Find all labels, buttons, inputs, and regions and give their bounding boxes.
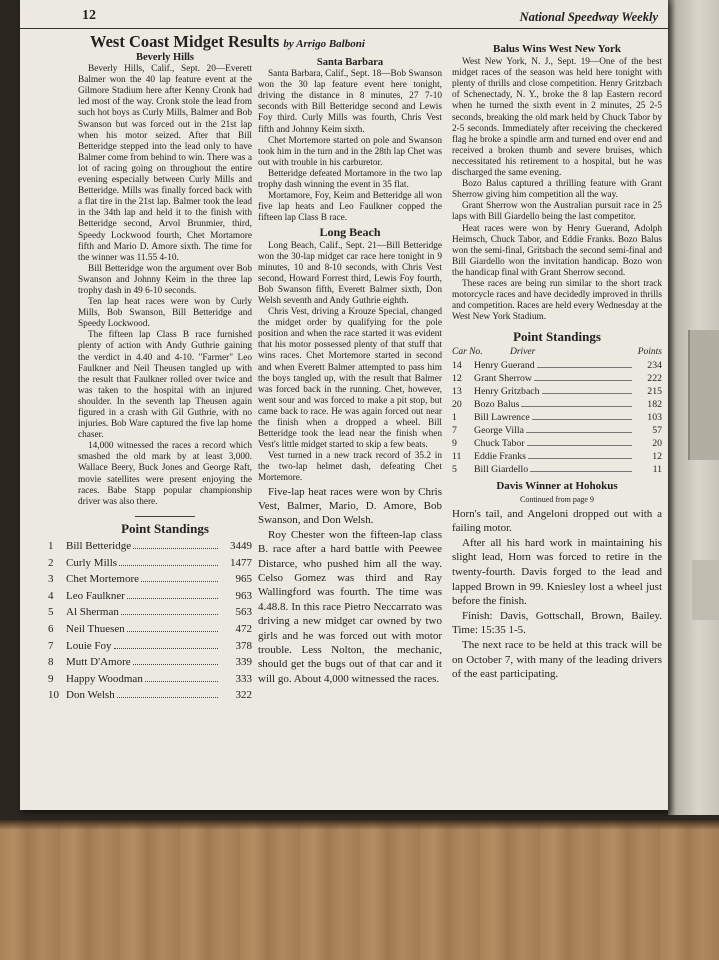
leader-dots <box>127 623 218 632</box>
driver-name: Bozo Balus <box>474 398 520 410</box>
leader-line <box>532 411 632 420</box>
points: 20 <box>652 438 662 450</box>
large-text-block <box>452 507 662 682</box>
subhead-long-beach: Long Beach <box>319 225 381 240</box>
paragraph: 14,000 witnessed the races a record which smashed the old mark by at least 3,000. Wallace Beery, Buck Jones and George Raft, movie satellites were present enjoying the races. Babe Stapp popular championship driver was also there. <box>78 441 252 507</box>
rank: 3 <box>48 573 54 586</box>
driver-name: Grant Sherrow <box>474 372 532 384</box>
leader-line <box>526 424 632 433</box>
table-row <box>48 687 252 704</box>
column-1 <box>48 52 252 704</box>
table-row <box>48 588 252 605</box>
driver-name: Henry Guerand <box>474 359 535 371</box>
table-row <box>452 372 662 385</box>
paragraph: After all his hard work in maintaining his slight lead, Horn was forced to retire in the twenty-fourth. Davis forged to the lead and lapped Brown in 99. Kniesley lost a wheel just before the finish. <box>452 536 662 608</box>
col-points-header: Points <box>637 347 662 358</box>
driver-name: Louie Foy <box>66 639 112 652</box>
leader-line <box>534 372 632 381</box>
points: 322 <box>235 689 252 702</box>
car-number: 20 <box>452 398 462 410</box>
car-number: 9 <box>452 438 457 450</box>
leader-dots <box>133 656 218 665</box>
points: 182 <box>647 398 662 410</box>
leader-dots <box>141 573 218 582</box>
points: 234 <box>647 359 662 371</box>
col-car-header: Car No. <box>452 347 483 358</box>
driver-name: Leo Faulkner <box>66 589 125 602</box>
driver-name: Mutt D'Amore <box>66 656 131 669</box>
magazine-page <box>20 0 668 810</box>
table-row <box>48 621 252 638</box>
rank: 4 <box>48 589 54 602</box>
points: 472 <box>235 622 252 635</box>
points: 563 <box>235 606 252 619</box>
page-header <box>20 6 668 29</box>
paragraph: Heat races were won by Henry Guerand, Adolph Heimsch, Chuck Tabor, and Eddie Franks. Bozo Balus won the semi-final, Gritsbach the second semi-final and Bill Giardello won the invitation handicap. Bozo won the handicap final with Grant Sherrow second. <box>452 223 662 278</box>
point-standings-title: Point Standings <box>121 520 209 536</box>
car-number: 5 <box>452 464 457 476</box>
rank: 8 <box>48 656 54 669</box>
leader-dots <box>119 557 218 566</box>
paragraph: Chet Mortemore started on pole and Swanson took him in the turn and in the 28th lap Chet was out with trouble in his carburetor. <box>258 135 442 168</box>
leader-line <box>537 359 632 368</box>
davis-title: Davis Winner at Hohokus <box>496 480 618 493</box>
table-row <box>452 463 662 476</box>
points: 3449 <box>230 539 252 552</box>
points: 1477 <box>230 556 252 569</box>
points: 103 <box>647 411 662 423</box>
table-row <box>48 638 252 655</box>
byline: by Arrigo Balboni <box>283 38 365 50</box>
points: 12 <box>652 451 662 463</box>
driver-name: George Villa <box>474 425 524 436</box>
points: 963 <box>235 589 252 602</box>
main-title-block <box>90 32 365 52</box>
rank: 6 <box>48 622 54 635</box>
continued-note: Continued from page 9 <box>520 495 594 505</box>
points: 333 <box>235 672 252 685</box>
paragraph: Santa Barbara, Calif., Sept. 18—Bob Swanson won the 30 lap feature event here tonight, driving the distance in 8 minutes, 27 7-10 seconds with Bill Betteridge second and Lewis Foy third. Curly Mills was fourth, Chris Vest fifth and Johnny Keim sixth. <box>258 69 442 135</box>
rank: 9 <box>48 672 54 685</box>
table-row <box>452 424 662 437</box>
page-edge-tab <box>688 330 719 460</box>
car-number: 14 <box>452 359 462 371</box>
paragraph: Long Beach, Calif., Sept. 21—Bill Betteridge won the 30-lap midget car race here tonight in 9 minutes, 10 and 8-10 seconds, with Chris Vest second, Howard Forrest third, Lewis Foy fourth, Bob Swanson fifth, Everett Balmer sixth, Don Welsh seventh and Andy Guthrie eighth. <box>258 240 442 306</box>
leader-line <box>530 463 632 472</box>
column-2 <box>258 57 442 686</box>
paragraph: Roy Chester won the fifteen-lap class B. race after a hard battle with Peewee Distarce, who pushed him all the way. Celso Gomez was third and Ray Wallingford was fourth. The time was 4.48.8. In this race Pietro Neccarrato was driving a new midget car owned by two girls and he was forced out with motor trouble. Less Nolton, the mechanic, should get the bugs out of that car and it will go. About 4,000 witnessed the races. <box>258 528 442 685</box>
driver-name: Al Sherman <box>66 606 119 619</box>
leader-line <box>527 437 632 446</box>
driver-name: Happy Woodman <box>66 672 143 685</box>
car-number: 11 <box>452 451 462 463</box>
paragraph: Mortamore, Foy, Keim and Betteridge all won five lap heats and Leo Faulkner copped the fifteen lap Class B race. <box>258 191 442 224</box>
car-number: 1 <box>452 411 457 423</box>
points: 965 <box>235 573 252 586</box>
paragraph: The fifteen lap Class B race furnished plenty of action with Andy Guthrie gaining the verdict in 4.40 and 4-10. "Farmer" Leo Faulkner and Neil Theusen tangled up with the result that Faulkner rolled over twice and was taken to the hospital with an injured shoulder. In the seventh lap Theusen again figured in a crash with Gil Guthrie, with no injuries. Bob Ware captured the five lap home chaser. <box>78 330 252 441</box>
points: 11 <box>652 464 662 476</box>
subhead-beverly-hills: Beverly Hills <box>135 52 195 63</box>
leader-dots <box>127 590 218 599</box>
paragraph: Horn's tail, and Angeloni dropped out with a failing motor. <box>452 507 662 535</box>
paragraph: West New York, N. J., Sept. 19—One of the best midget races of the season was held here tonight with plenty of thrills and close competition. Henry Gritzbach of Schenectady, N. Y., broke the 8 lap Eastern record when he turned the sixth event in 2 minutes, 25 2-5 seconds, breaking the old mark held by Chuck Tabor by 2-5 seconds. Immediately after receiving the checkered flag he broke a spindle arm and turned end over end and received a broken thumb and severe bruises, which neccessitated his retirement to a hospital, but he was discharged the same evening. <box>452 57 662 179</box>
paragraph: Ten lap heat races were won by Curly Mills, Bob Swanson, Bill Betteridge and Speedy Lockwood. <box>78 297 252 330</box>
rank: 1 <box>48 539 54 552</box>
leader-line <box>542 385 632 394</box>
large-text-block <box>258 485 442 687</box>
car-number: 7 <box>452 425 457 436</box>
table-row <box>48 671 252 688</box>
divider <box>135 516 195 517</box>
car-number: 13 <box>452 385 462 397</box>
paragraph: Vest turned in a new track record of 35.2 in the two-lap helmet dash, defeating Chet Mortemore. <box>258 451 442 484</box>
table-row <box>452 398 662 411</box>
rank: 5 <box>48 606 54 619</box>
table-row <box>452 437 662 450</box>
paragraph: The next race to be held at this track will be on October 7, with many of the leading drivers of the east participating. <box>452 638 662 681</box>
table-header <box>452 346 662 358</box>
leader-line <box>521 398 632 407</box>
table-row <box>48 538 252 555</box>
driver-name: Henry Gritzbach <box>474 385 540 397</box>
driver-name: Curly Mills <box>66 556 118 569</box>
paragraph: Finish: Davis, Gottschall, Brown, Bailey. Time: 15:35 1-5. <box>452 609 662 637</box>
leader-dots <box>121 606 218 615</box>
rank: 2 <box>48 556 54 569</box>
table-row <box>48 654 252 671</box>
points: 378 <box>235 639 252 652</box>
leader-dots <box>133 540 218 549</box>
driver-name: Eddie Franks <box>474 451 526 463</box>
driver-name: Bill Giardello <box>474 464 529 476</box>
paragraph: Five-lap heat races were won by Chris Vest, Balmer, Mario, D. Amore, Bob Swanson, and Don Welsh. <box>258 485 442 527</box>
leader-dots <box>145 673 218 682</box>
column-3 <box>452 44 662 682</box>
table-row <box>452 385 662 398</box>
col-driver-header: Driver <box>510 347 536 358</box>
paragraph: Chris Vest, driving a Krouze Special, changed the midget order by qualifying for the pole position and when the race started it was evident that his motor possessed plenty of that stuff that wins races. Chet Mortemore started in second and when Everett Balmer attempted to pass him the boys tangled up, with the result that Balmer was forced back in the running. Chet, however, went sour and was forced to make a pit stop, but came back to race. He was again forced out near the finish when a dropped a wheel. Bill Betteridge took the lead near the finish when Vest's little midget started to skip a few beats. <box>258 307 442 451</box>
table-body <box>452 359 662 477</box>
point-standings-table <box>48 538 252 704</box>
points: 339 <box>235 656 252 669</box>
points: 215 <box>647 385 662 397</box>
driver-name: Neil Thuesen <box>66 622 125 635</box>
table-row <box>48 571 252 588</box>
paragraph: Beverly Hills, Calif., Sept. 20—Everett Balmer won the 40 lap feature event at the Gilmore Stadium here after Kenny Cronk had led most of the way. Cronk stole the lead from such hot boys as Curly Mills, Balmer and Bob Swanson but was forced out in the 21st lap when his motor seized. After that Bill Betteridge stepped into the lead only to have Balmer come from behind to win. There was a lot of racing going on throughout the entire evening especially between Curly Mills and Betteridge. Mills was finally forced back with a flat tire in the 21st lap. Balmer took the lead in the 34th lap and held it to the finish with Betteridge second, Arvol Brunmier, third, Speedy Lockwood fourth, Chet Mortamore fifth and Mario D. Amore sixth. The time for the winner was 11.55 4-10. <box>78 64 252 263</box>
table-row <box>48 604 252 621</box>
table-row <box>452 450 662 463</box>
points: 57 <box>652 425 662 436</box>
table-row <box>452 411 662 424</box>
page-number: 12 <box>82 8 96 23</box>
paragraph: Grant Sherrow won the Australian pursuit race in 25 laps with Bill Giardello being the last competitor. <box>452 201 662 223</box>
driver-name: Don Welsh <box>66 689 115 702</box>
point-standings-right-table <box>452 346 662 476</box>
paragraph: Bozo Balus captured a thrilling feature with Grant Sherrow giving him competition all the way. <box>452 179 662 201</box>
car-number: 12 <box>452 372 462 384</box>
paragraph: Bill Betteridge won the argument over Bob Swanson and Johnny Keim in the three lap trophy dash in 49 6-10 seconds. <box>78 263 252 296</box>
table-row <box>452 359 662 372</box>
magazine-name: National Speedway Weekly <box>519 10 658 24</box>
driver-name: Chet Mortemore <box>66 573 140 586</box>
driver-name: Bill Betteridge <box>66 539 132 552</box>
leader-dots <box>114 640 218 649</box>
leader-line <box>528 450 632 459</box>
main-title: West Coast Midget Results <box>90 32 280 51</box>
points: 222 <box>647 372 662 384</box>
rank: 10 <box>48 689 59 702</box>
next-page-edge <box>668 0 719 815</box>
driver-name: Chuck Tabor <box>474 438 525 450</box>
leader-dots <box>117 689 218 698</box>
rank: 7 <box>48 639 54 652</box>
table-row <box>48 555 252 572</box>
paragraph: Betteridge defeated Mortamore in the two lap trophy dash winning the event in 35 flat. <box>258 168 442 191</box>
page-edge-tab-lower <box>692 560 719 620</box>
balus-title: Balus Wins West New York <box>493 43 621 55</box>
wooden-table <box>0 820 719 960</box>
subhead-santa-barbara: Santa Barbara <box>316 57 384 68</box>
driver-name: Bill Lawrence <box>474 411 530 423</box>
point-standings-right-title: Point Standings <box>513 329 601 345</box>
paragraph: These races are being run similar to the short track motorcycle races and have decidedly improved in thrills and competition. Races are held every Wednesday at the West New York Stadium. <box>452 278 662 323</box>
